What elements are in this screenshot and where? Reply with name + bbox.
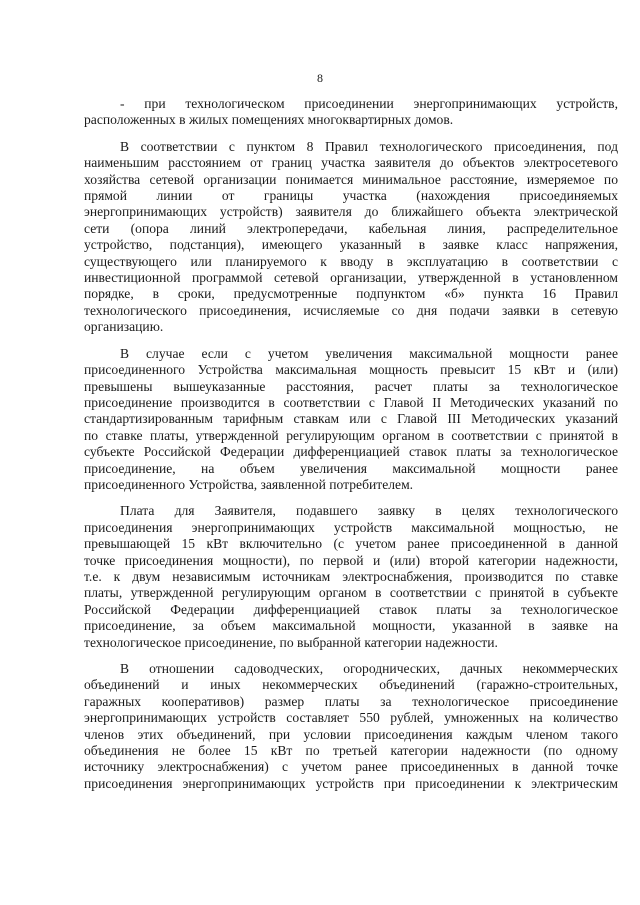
text-line: В соответствии с пунктом 8 Правил технологического присоединения, под bbox=[120, 138, 618, 154]
text-line: присоединение, за объем максимальной мощности, указанной в заявке на bbox=[84, 618, 618, 634]
text-line: присоединение производится в соответствии с Главой II Методических указаний по bbox=[84, 394, 618, 410]
text-line: по ставке платы, утвержденной регулирующим органом в соответствии с принятой в bbox=[84, 427, 618, 443]
text-line: присоединение, на объем увеличения максимальной мощности ранее bbox=[84, 460, 618, 476]
text-line: В случае если с учетом увеличения максимальной мощности ранее bbox=[120, 345, 618, 361]
text-line: порядке, в сроки, предусмотренные подпунктом «б» пункта 16 Правил bbox=[84, 286, 618, 302]
paragraph bbox=[84, 346, 618, 494]
paragraph bbox=[84, 661, 618, 792]
paragraph bbox=[84, 503, 618, 651]
text-line: сети (опора линий электропередачи, кабельная линия, распределительное bbox=[84, 220, 618, 236]
text-line: В отношении садоводческих, огороднических, дачных некоммерческих bbox=[120, 661, 618, 676]
paragraph bbox=[84, 96, 618, 129]
text-line: присоединенного Устройства максимальная мощность превысит 15 кВт и (или) bbox=[84, 362, 618, 378]
text-line: Российской Федерации дифференциацией ставок платы за технологическое bbox=[84, 601, 618, 617]
text-line: стандартизированным тарифным ставкам или с Главой III Методических указаний bbox=[84, 411, 618, 427]
text-line: объединения не более 15 кВт по третьей категории надежности (по одному bbox=[84, 743, 618, 759]
text-line: превышающей 15 кВт включительно (с учетом ранее присоединенной в данной bbox=[84, 536, 618, 552]
text-line: т.е. к двум независимым источникам электроснабжения, производится по ставке bbox=[84, 568, 618, 584]
text-line: организацию. bbox=[84, 319, 164, 335]
text-line: превышены вышеуказанные расстояния, расчет платы за технологическое bbox=[84, 378, 618, 394]
paragraph bbox=[84, 139, 618, 336]
text-line: технологическое присоединение, по выбранной категории надежности. bbox=[84, 634, 498, 650]
text-line: инвестиционной программой сетевой организации, утвержденной в установленном bbox=[84, 270, 618, 286]
text-line: субъекте Российской Федерации дифференциацией ставок платы за технологическое bbox=[84, 444, 618, 460]
text-line: устройство, подстанция), имеющего указанный в заявке класс напряжения, bbox=[84, 237, 618, 253]
text-line: присоединения энергопринимающих устройств при присоединении к электрическим bbox=[84, 775, 618, 791]
text-line: технологического присоединения, исчисляемые со дня подачи заявки в сетевую bbox=[84, 302, 618, 318]
text-line: платы, утвержденной регулирующим органом в соответствии с принятой в субъекте bbox=[84, 585, 618, 601]
text-line: расположенных в жилых помещениях многоквартирных домов. bbox=[84, 112, 454, 128]
text-line: источнику электроснабжения) с учетом ранее присоединенных в данной точке bbox=[84, 759, 618, 775]
page-number: 8 bbox=[317, 71, 323, 85]
text-line: Плата для Заявителя, подавшего заявку в целях технологического bbox=[120, 503, 618, 519]
text-line: объединений и иных некоммерческих объединений (гаражно-строительных, bbox=[84, 677, 618, 693]
text-line: - при технологическом присоединении энергопринимающих устройств, bbox=[120, 96, 618, 111]
text-line: присоединения энергопринимающих устройств максимальной мощностью, не bbox=[84, 519, 618, 535]
text-line: хозяйства сетевой организации понимается минимальное расстояние, измеряемое по bbox=[84, 171, 618, 187]
text-line: прямой линии от границы участка (нахождения присоединяемых bbox=[84, 188, 618, 204]
document-body bbox=[84, 96, 618, 792]
text-line: членов этих объединений, при условии присоединения каждым членом такого bbox=[84, 726, 618, 742]
text-line: точке присоединения мощности), по первой и (или) второй категории надежности, bbox=[84, 552, 618, 568]
text-line: гаражных кооперативов) размер платы за технологическое присоединение bbox=[84, 693, 618, 709]
text-line: присоединенного Устройства, заявленной потребителем. bbox=[84, 476, 414, 492]
text-line: существующего или планируемого к вводу в эксплуатацию в соответствии с bbox=[84, 253, 618, 269]
text-line: энергопринимающих устройств составляет 550 рублей, умноженных на количество bbox=[84, 710, 618, 726]
text-line: наименьшим расстоянием от границ участка заявителя до объектов электросетевого bbox=[84, 155, 618, 171]
text-line: энергопринимающих устройств) заявителя до ближайшего объекта электрической bbox=[84, 204, 618, 220]
